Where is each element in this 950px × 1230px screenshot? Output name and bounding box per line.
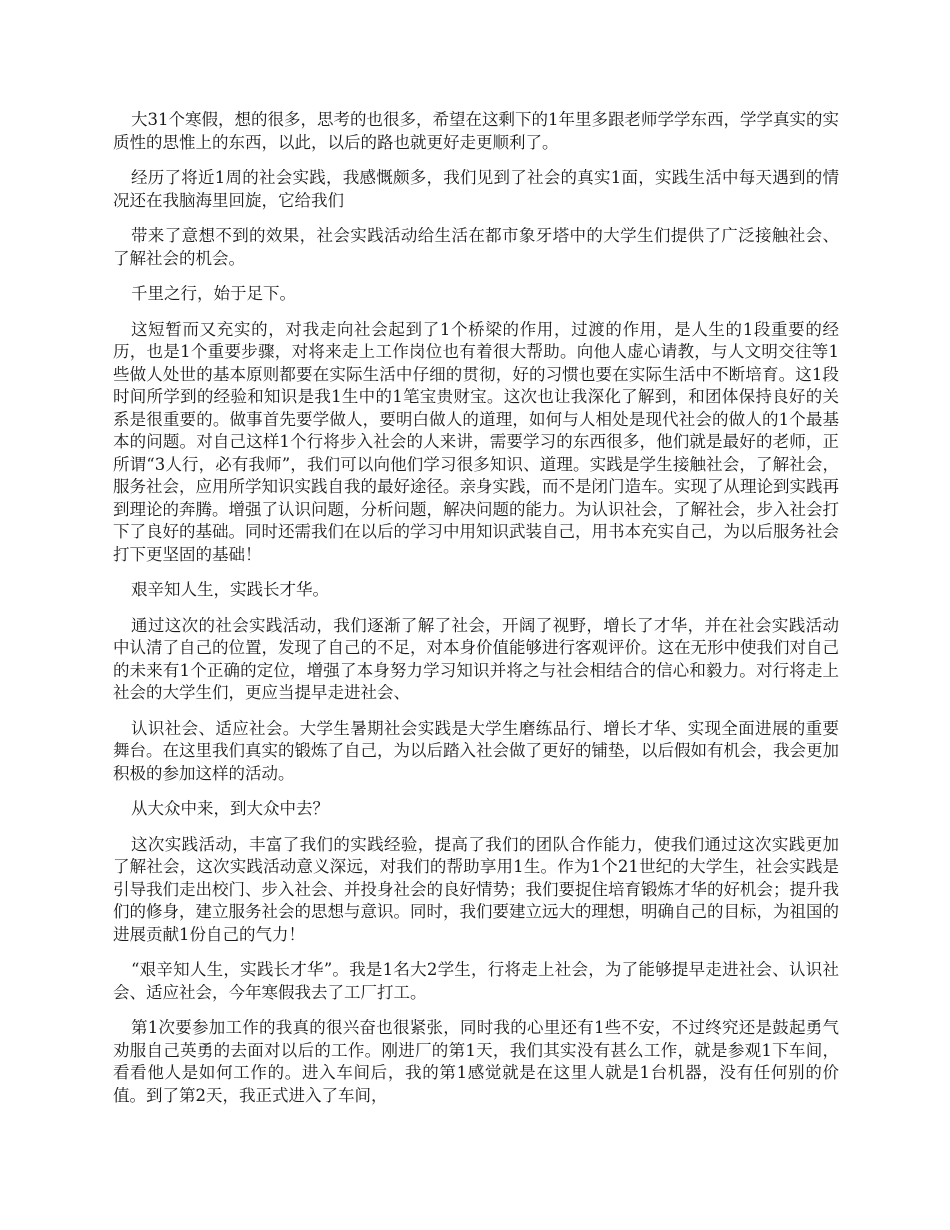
paragraph-first-job: 第1次要参加工作的我真的很兴奋也很紧张，同时我的心里还有1些不安，不过终究还是鼓起勇气劝服自己英勇的去面对以后的工作。刚进厂的第1天，我们其实没有甚么工作，就是参观1下车间，看看他人是如何工作的。进入车间后，我的第1感觉就是在这里人就是1台机器，没有任何别的价值。到了第2天，我正式进入了车间，: [113, 1018, 839, 1105]
paragraph-bridge-to-society: 这短暂而又充实的，对我走向社会起到了1个桥梁的作用，过渡的作用，是人生的1段重要的经历，也是1个重要步骤，对将来走上工作岗位也有着很大帮助。向他人虚心请教，与人文明交往等1些做人处世的基本原则都要在实际生活中仔细的贯彻，好的习惯也要在实际生活中不断培育。这1段时间所学到的经验和知识是我1生中的1笔宝贵财宝。这次也让我深化了解到，和团体保持良好的关系是很重要的。做事首先要学做人，要明白做人的道理，如何与人相处是现代社会的做人的1个最基本的问题。对自己这样1个行将步入社会的人来讲，需要学习的东西很多，他们就是最好的老师，正所谓“3人行，必有我师”，我们可以向他们学习很多知识、道理。实践是学生接触社会，了解社会，服务社会，应用所学知识实践自我的最好途径。亲身实践，而不是闭门造车。实现了从理论到实践再到理论的奔腾。增强了认识问题，分析问题，解决问题的能力。为认识社会，了解社会，步入社会打下了良好的基础。同时还需我们在以后的学习中用知识武装自己，用书本充实自己，为以后服务社会打下更坚固的基础！: [113, 319, 839, 564]
paragraph-winter-break: 大31个寒假，想的很多，思考的也很多，希望在这剩下的1年里多跟老师学学东西，学学真实的实质性的思惟上的东西，以此，以后的路也就更好走更顺利了。: [113, 110, 839, 152]
paragraph-social-practice-week: 经历了将近1周的社会实践，我感慨颇多，我们见到了社会的真实1面，实践生活中每天遇到的情况还在我脑海里回旋，它给我们: [113, 168, 839, 210]
document-body: [113, 109, 839, 1120]
paragraph-understanding-society: 通过这次的社会实践活动，我们逐渐了解了社会，开阔了视野，增长了才华，并在社会实践活动中认清了自己的位置，发现了自己的不足，对本身价值能够进行客观评价。这在无形中使我们对自己的未来有1个正确的定位，增强了本身努力学习知识并将之与社会相结合的信心和毅力。对行将走上社会的大学生们，更应当提早走进社会、: [113, 615, 839, 702]
paragraph-unexpected-effect: 带来了意想不到的效果，社会实践活动给生活在都市象牙塔中的大学生们提供了广泛接触社会、了解社会的机会。: [113, 226, 839, 268]
paragraph-adapting-society: 认识社会、适应社会。大学生暑期社会实践是大学生磨练品行、增长才华、实现全面进展的重要舞台。在这里我们真实的锻炼了自己，为以后踏入社会做了更好的铺垫，以后假如有机会，我会更加积极的参加这样的活动。: [113, 718, 839, 783]
paragraph-proverb-journey: 千里之行，始于足下。: [131, 284, 296, 303]
paragraph-proverb-hardship: 艰辛知人生，实践长才华。: [131, 580, 329, 599]
paragraph-factory-work-intro: “艰辛知人生，实践长才华”。我是1名大2学生，行将走上社会，为了能够提早走进社会、认识社会、适应社会，今年寒假我去了工厂打工。: [113, 960, 839, 1002]
paragraph-from-the-masses: 从大众中来，到大众中去？: [131, 799, 329, 818]
paragraph-practice-experience: 这次实践活动，丰富了我们的实践经验，提高了我们的团队合作能力，使我们通过这次实践更加了解社会，这次实践活动意义深远，对我们的帮助享用1生。作为1个21世纪的大学生，社会实践是引导我们走出校门、步入社会、并投身社会的良好情势；我们要捉住培育锻炼才华的好机会；提升我们的修身，建立服务社会的思想与意识。同时，我们要建立远大的理想，明确自己的目标，为祖国的进展贡献1份自己的气力！: [113, 834, 839, 944]
